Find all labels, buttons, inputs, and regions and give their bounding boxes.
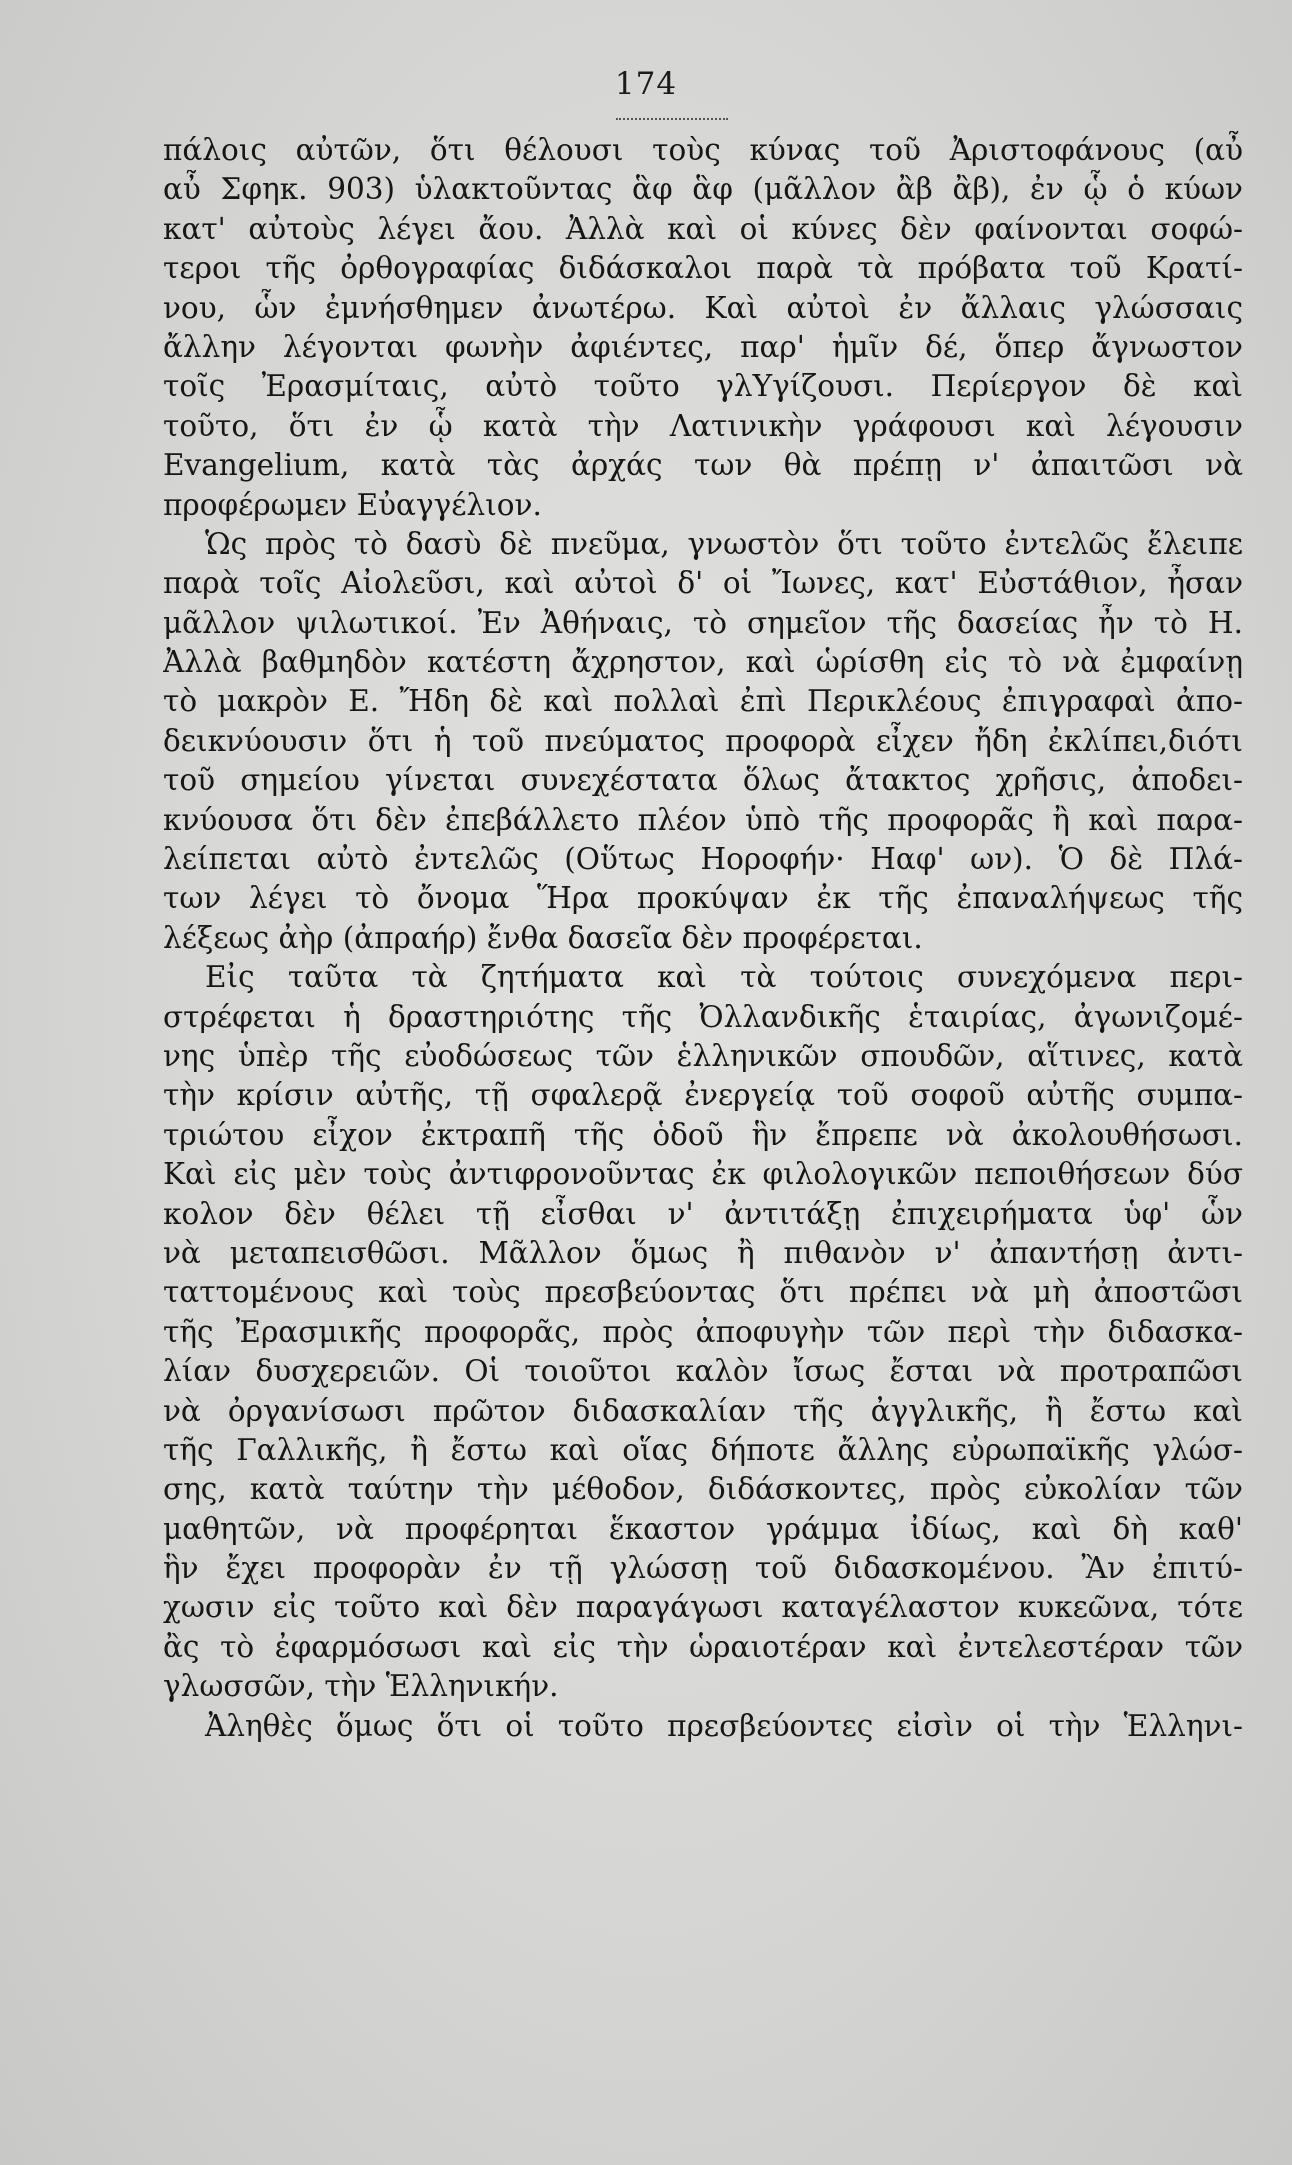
paragraph-start-line: Ἀληθὲς ὅμως ὅτι οἱ τοῦτο πρεσβεύοντες εἰσὶν οἱ τὴν Ἑλληνι-: [205, 1708, 1243, 1743]
text-line: κνύουσα ὅτι δὲν ἐπεβάλλετο πλέον ὑπὸ τῆς προφορᾶς ἢ καὶ παρα-: [163, 802, 1243, 837]
text-line: Evangelium, κατὰ τὰς ἀρχάς των θὰ πρέπῃ ν' ἀπαιτῶσι νὰ: [163, 448, 1243, 483]
text-line: ταττομένους καὶ τοὺς πρεσβεύοντας ὅτι πρέπει νὰ μὴ ἀποστῶσι: [163, 1275, 1243, 1310]
text-line: γλωσσῶν, τὴν Ἑλληνικήν.: [163, 1669, 559, 1704]
text-line: αὖ Σφηκ. 903) ὑλακτοῦντας ἃφ ἃφ (μᾶλλον ἂβ ἂβ), ἐν ᾧ ὁ κύων: [163, 172, 1243, 207]
text-line: παρὰ τοῖς Αἰολεῦσι, καὶ αὐτοὶ δ' οἱ Ἴωνες, κατ' Εὐστάθιον, ἦσαν: [163, 566, 1243, 601]
text-line: νης ὑπὲρ τῆς εὐοδώσεως τῶν ἑλληνικῶν σπουδῶν, αἵτινες, κατὰ: [163, 1038, 1243, 1073]
page-number-underline: [616, 118, 728, 120]
text-line: χωσιν εἰς τοῦτο καὶ δὲν παραγάγωσι καταγέλαστον κυκεῶνα, τότε: [163, 1590, 1243, 1625]
text-line: τοῦτο, ὅτι ἐν ᾧ κατὰ τὴν Λατινικὴν γράφουσι καὶ λέγουσιν: [163, 408, 1243, 443]
text-line: λέξεως ἀὴρ (ἀπραήρ) ἔνθα δασεῖα δὲν προφέρεται.: [163, 920, 923, 955]
text-line: τοῦ σημείου γίνεται συνεχέστατα ὅλως ἄτακτος χρῆσις, ἀποδει-: [163, 763, 1243, 798]
text-line: ἂς τὸ ἐφαρμόσωσι καὶ εἰς τὴν ὡραιοτέραν καὶ ἐντελεστέραν τῶν: [163, 1629, 1243, 1664]
text-line: τὴν κρίσιν αὐτῆς, τῇ σφαλερᾷ ἐνεργείᾳ τοῦ σοφοῦ αὐτῆς συμπα-: [163, 1078, 1243, 1113]
text-line: τριώτου εἶχον ἐκτραπῆ τῆς ὁδοῦ ἣν ἔπρεπε νὰ ἀκολουθήσωσι.: [163, 1117, 1243, 1152]
paragraph-start-line: Εἰς ταῦτα τὰ ζητήματα καὶ τὰ τούτοις συνεχόμενα περι-: [205, 960, 1243, 995]
text-line: κατ' αὐτοὺς λέγει ἄου. Ἀλλὰ καὶ οἱ κύνες δὲν φαίνονται σοφώ-: [163, 211, 1243, 246]
text-line: νὰ μεταπεισθῶσι. Μᾶλλον ὅμως ἢ πιθανὸν ν' ἀπαντήσῃ ἀντι-: [163, 1235, 1243, 1270]
text-line: τῆς Ἐρασμικῆς προφορᾶς, πρὸς ἀποφυγὴν τῶν περὶ τὴν διδασκα-: [163, 1314, 1243, 1349]
text-line: των λέγει τὸ ὄνομα Ἥρα προκύψαν ἐκ τῆς ἐπαναλήψεως τῆς: [163, 881, 1243, 916]
text-line: ἄλλην λέγονται φωνὴν ἀφιέντες, παρ' ἡμῖν δέ, ὅπερ ἄγνωστον: [163, 329, 1243, 364]
text-line: νὰ ὀργανίσωσι πρῶτον διδασκαλίαν τῆς ἀγγλικῆς, ἢ ἔστω καὶ: [163, 1393, 1243, 1428]
text-line: προφέρωμεν Εὐαγγέλιον.: [163, 487, 542, 522]
paragraph-start-line: Ὡς πρὸς τὸ δασὺ δὲ πνεῦμα, γνωστὸν ὅτι τοῦτο ἐντελῶς ἔλειπε: [205, 526, 1243, 561]
text-line: λείπεται αὐτὸ ἐντελῶς (Οὕτως Ηοροφήν· Ηαφ' ων). Ὁ δὲ Πλά-: [163, 842, 1243, 877]
body-text: [163, 131, 1243, 1746]
text-line: κολον δὲν θέλει τῇ εἶσθαι ν' ἀντιτάξῃ ἐπιχειρήματα ὑφ' ὧν: [163, 1196, 1243, 1231]
text-line: δεικνύουσιν ὅτι ἡ τοῦ πνεύματος προφορὰ εἶχεν ἤδη ἐκλίπει,διότι: [163, 723, 1243, 758]
text-line: στρέφεται ἡ δραστηριότης τῆς Ὀλλανδικῆς ἑταιρίας, ἀγωνιζομέ-: [163, 999, 1243, 1034]
text-line: Ἀλλὰ βαθμηδὸν κατέστη ἄχρηστον, καὶ ὡρίσθη εἰς τὸ νὰ ἐμφαίνῃ: [163, 645, 1243, 680]
text-line: μαθητῶν, νὰ προφέρηται ἕκαστον γράμμα ἰδίως, καὶ δὴ καθ': [163, 1511, 1243, 1546]
text-line: Καὶ εἰς μὲν τοὺς ἀντιφρονοῦντας ἐκ φιλολογικῶν πεποιθήσεων δύσ: [163, 1157, 1243, 1192]
text-line: πάλοις αὐτῶν, ὅτι θέλουσι τοὺς κύνας τοῦ Ἀριστοφάνους (αὖ: [163, 133, 1243, 167]
text-line: ἣν ἔχει προφορὰν ἐν τῇ γλώσσῃ τοῦ διδασκομένου. Ἂν ἐπιτύ-: [163, 1551, 1243, 1586]
text-line: τῆς Γαλλικῆς, ἢ ἔστω καὶ οἵας δήποτε ἄλλης εὐρωπαϊκῆς γλώσ-: [163, 1432, 1243, 1467]
page-number: 174: [614, 66, 678, 102]
text-line: νου, ὧν ἐμνήσθημεν ἀνωτέρω. Καὶ αὐτοὶ ἐν ἄλλαις γλώσσαις: [163, 290, 1243, 325]
text-line: λίαν δυσχερειῶν. Οἱ τοιοῦτοι καλὸν ἴσως ἔσται νὰ προτραπῶσι: [163, 1354, 1243, 1389]
text-line: τεροι τῆς ὀρθογραφίας διδάσκαλοι παρὰ τὰ πρόβατα τοῦ Κρατί-: [163, 251, 1243, 286]
text-line: τὸ μακρὸν Ε. Ἤδη δὲ καὶ πολλαὶ ἐπὶ Περικλέους ἐπιγραφαὶ ἀπο-: [163, 684, 1243, 719]
text-line: σης, κατὰ ταύτην τὴν μέθοδον, διδάσκοντες, πρὸς εὐκολίαν τῶν: [163, 1472, 1243, 1507]
text-line: μᾶλλον ψιλωτικοί. Ἐν Ἀθήναις, τὸ σημεῖον τῆς δασείας ἦν τὸ Η.: [163, 605, 1243, 640]
text-line: τοῖς Ἐρασμίταις, αὐτὸ τοῦτο γλΥγίζουσι. Περίεργον δὲ καὶ: [163, 369, 1243, 404]
